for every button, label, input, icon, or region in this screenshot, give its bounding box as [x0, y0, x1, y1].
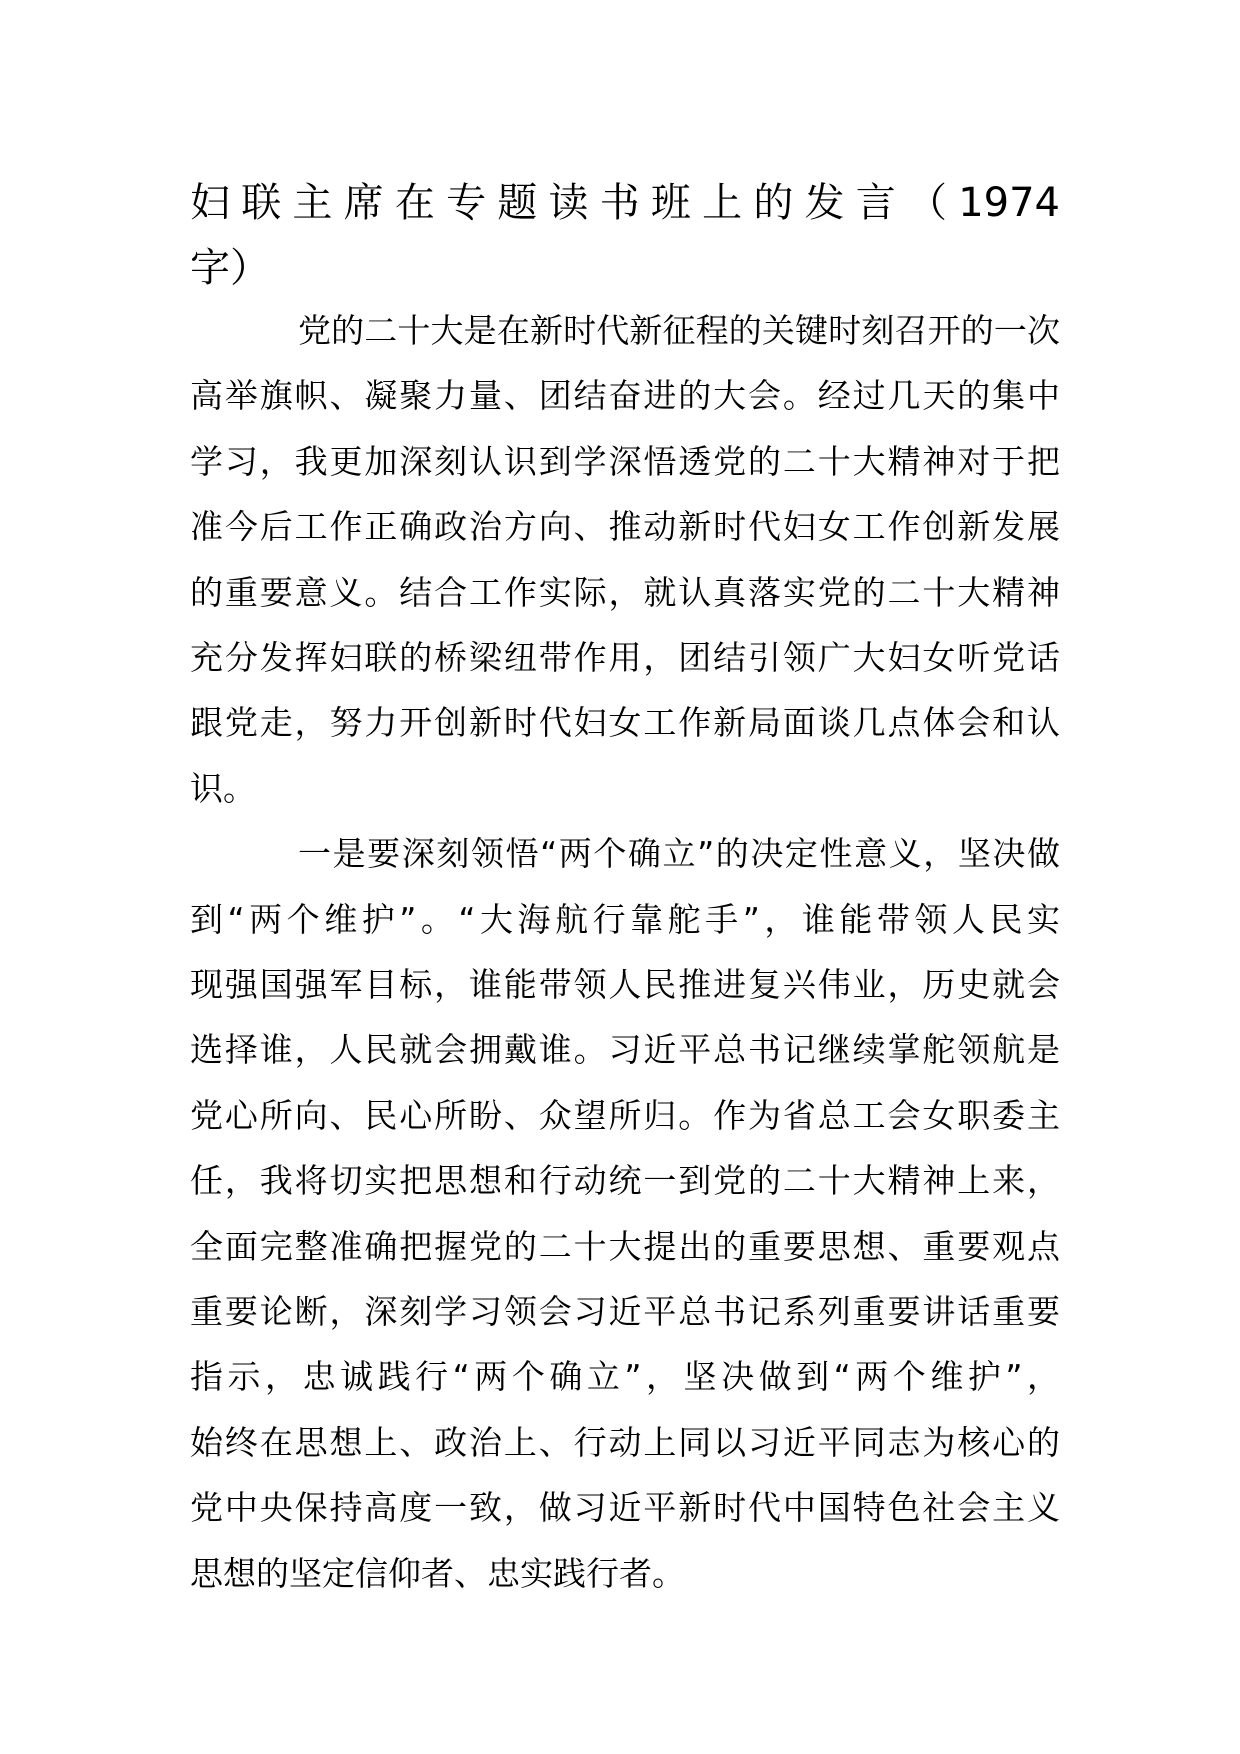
- paragraph-2-line: 到“两个维护”。“大海航行靠舵手”，谁能带领人民实: [190, 899, 1060, 939]
- paragraph-2-line: 党中央保持高度一致，做习近平新时代中国特色社会主义: [190, 1488, 1060, 1528]
- paragraph-1-line: 的重要意义。结合工作实际，就认真落实党的二十大精神: [190, 572, 1060, 612]
- paragraph-2-line: 全面完整准确把握党的二十大提出的重要思想、重要观点: [190, 1226, 1060, 1266]
- document-title-line: 字）: [190, 245, 270, 292]
- paragraph-1-line: 高举旗帜、凝聚力量、团结奋进的大会。经过几天的集中: [190, 376, 1060, 416]
- paragraph-2-line: 党心所向、民心所盼、众望所归。作为省总工会女职委主: [190, 1095, 1060, 1135]
- paragraph-1-line: 跟党走，努力开创新时代妇女工作新局面谈几点体会和认: [190, 703, 1060, 743]
- paragraph-1-line: 识。: [190, 768, 256, 808]
- paragraph-2-line: 一是要深刻领悟“两个确立”的决定性意义，坚决做: [298, 834, 1060, 874]
- paragraph-1-line: 学习，我更加深刻认识到学深悟透党的二十大精神对于把: [190, 441, 1060, 481]
- paragraph-1-line: 准今后工作正确政治方向、推动新时代妇女工作创新发展: [190, 507, 1060, 547]
- paragraph-2-line: 选择谁，人民就会拥戴谁。习近平总书记继续掌舵领航是: [190, 1030, 1060, 1070]
- document-title-line: 妇联主席在专题读书班上的发言（1974: [190, 180, 1060, 226]
- paragraph-2-line: 重要论断，深刻学习领会习近平总书记系列重要讲话重要: [190, 1292, 1060, 1331]
- paragraph-2-line: 指示，忠诚践行“两个确立”，坚决做到“两个维护”，: [190, 1357, 1060, 1397]
- paragraph-2-line: 现强国强军目标，谁能带领人民推进复兴伟业，历史就会: [190, 965, 1060, 1004]
- paragraph-2-line: 思想的坚定信仰者、忠实践行者。: [190, 1553, 685, 1593]
- paragraph-1-line: 党的二十大是在新时代新征程的关键时刻召开的一次: [298, 311, 1060, 350]
- paragraph-2-line: 始终在思想上、政治上、行动上同以习近平同志为核心的: [190, 1422, 1060, 1462]
- paragraph-1-line: 充分发挥妇联的桥梁纽带作用，团结引领广大妇女听党话: [190, 638, 1060, 677]
- paragraph-2-line: 任，我将切实把思想和行动统一到党的二十大精神上来，: [190, 1161, 1060, 1201]
